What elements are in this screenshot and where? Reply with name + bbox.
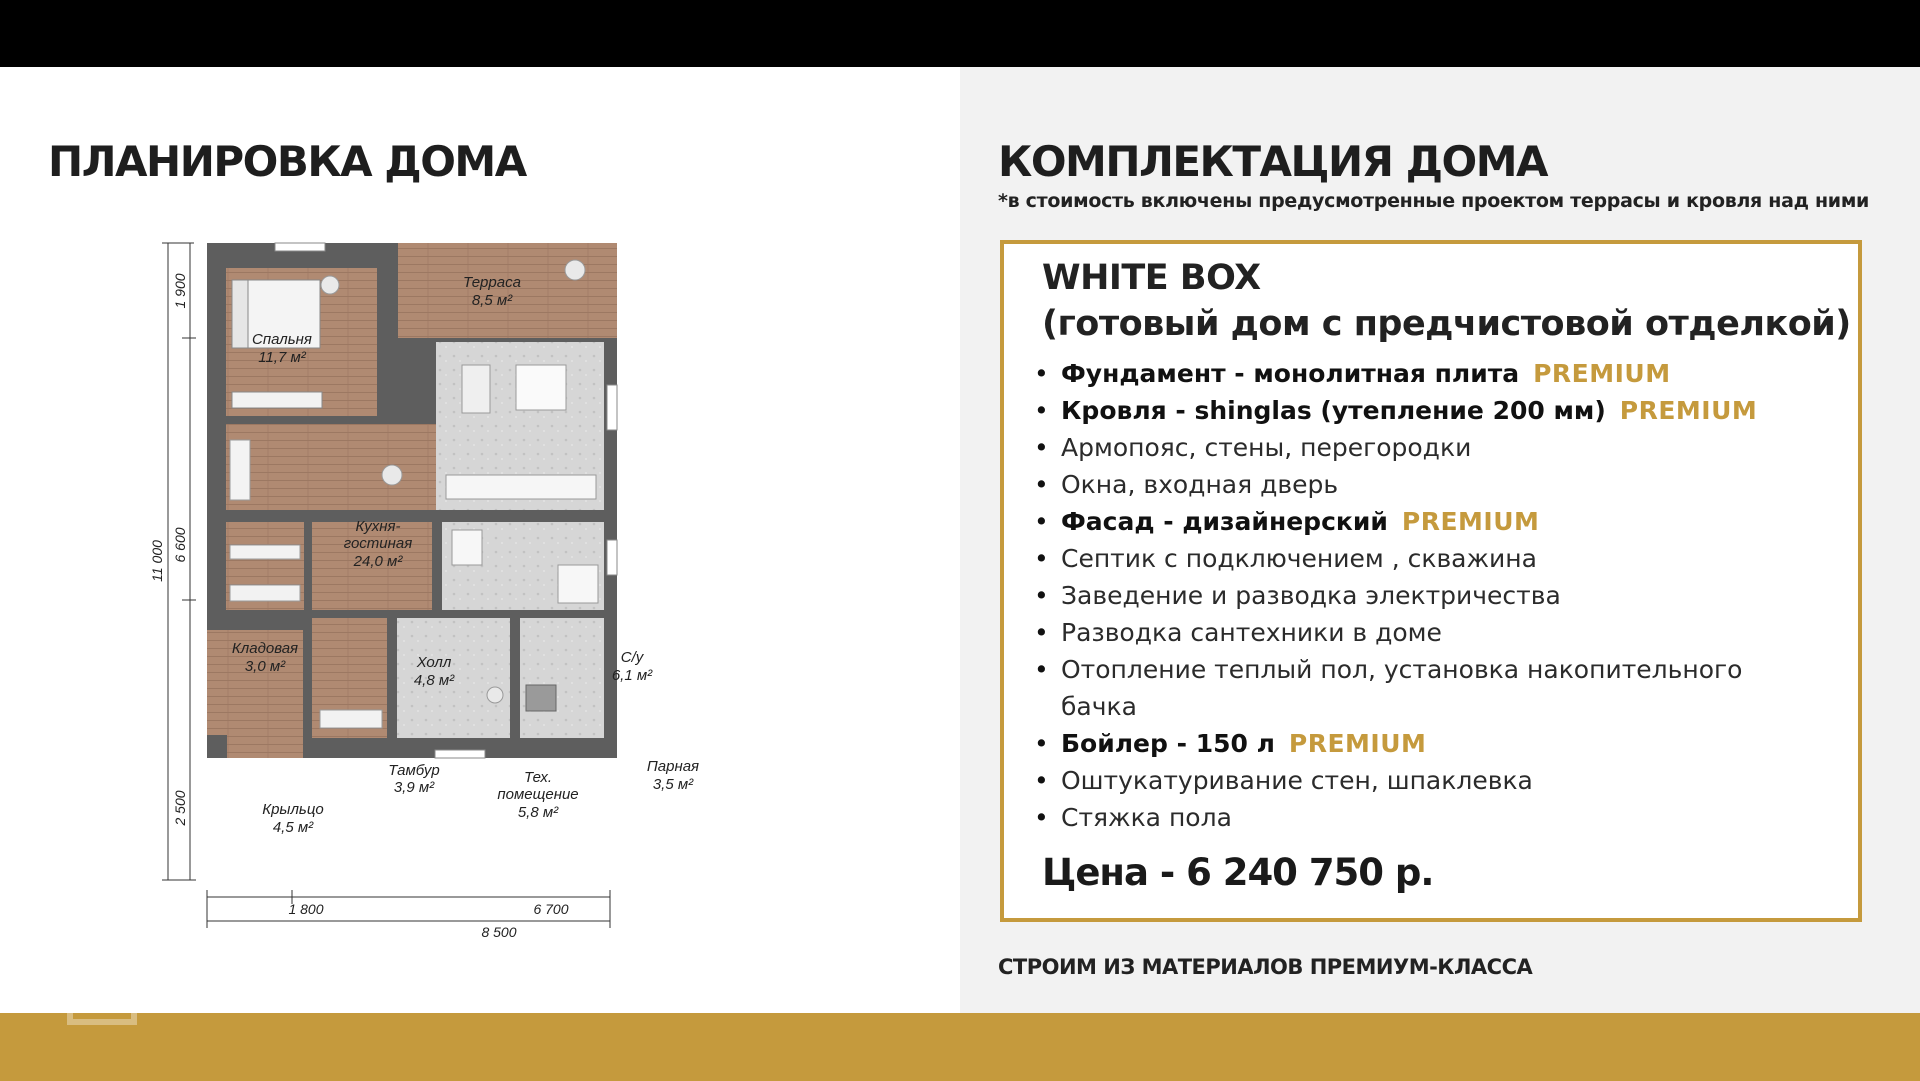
room-terrace-name: Терраса (463, 274, 521, 291)
feature-item (1032, 355, 1822, 392)
feature-text: Армопояс, стены, перегородки (1061, 433, 1472, 462)
feature-text: Фасад - дизайнерский (1061, 507, 1388, 536)
premium-badge: PREMIUM (1288, 729, 1427, 758)
dim-right-width: 6 700 (533, 901, 569, 917)
package-description: (готовый дом с предчистовой отделкой) (1042, 304, 1851, 344)
feature-item (1032, 614, 1822, 651)
top-bar (0, 0, 1920, 67)
feature-item (1032, 503, 1822, 540)
price-note: *в стоимость включены предусмотренные проектом террасы и кровля над ними (998, 190, 1870, 212)
premium-badge: PREMIUM (1619, 396, 1758, 425)
corridor-floor (226, 424, 436, 510)
dim-left-width: 1 800 (288, 901, 324, 917)
feature-item (1032, 466, 1822, 503)
porch-notch (207, 735, 227, 758)
price: Цена - 6 240 750 р. (1042, 851, 1434, 894)
feature-text: Септик с подключением , скважина (1061, 544, 1537, 573)
feature-text: Отопление теплый пол, установка накопительного бачка (1061, 655, 1743, 721)
room-kitchen-name-2: гостиная (343, 535, 413, 552)
dim-total-width: 8 500 (481, 924, 517, 940)
room-kitchen-name-1: Кухня- (355, 518, 401, 535)
room-porch-area: 4,5 м² (272, 819, 314, 836)
room-bedroom-area: 11,7 м² (258, 349, 306, 366)
room-vestibule-name: Тамбур (388, 762, 440, 779)
watermark-text: Домклик (154, 966, 352, 1017)
room-tech-area: 5,8 м² (517, 804, 559, 821)
room-tech-name-1: Тех. (523, 769, 553, 786)
feature-text: Заведение и разводка электричества (1061, 581, 1561, 610)
dim-total-height: 11 000 (149, 540, 165, 582)
room-sauna-name: Парная (646, 758, 700, 775)
room-bedroom-name: Спальня (252, 331, 312, 348)
feature-item (1032, 392, 1822, 429)
floor-plan (149, 225, 770, 960)
room-hall-name: Холл (416, 654, 452, 671)
feature-text: Кровля - shinglas (утепление 200 мм) (1061, 396, 1606, 425)
room-terrace-area: 8,5 м² (471, 292, 513, 309)
feature-item (1032, 577, 1822, 614)
plan-title: ПЛАНИРОВКА ДОМА (48, 137, 526, 186)
feature-text: Бойлер - 150 л (1061, 729, 1275, 758)
room-bathroom-name: С/у (620, 649, 644, 666)
room-vestibule-area: 3,9 м² (393, 779, 435, 796)
feature-text: Фундамент - монолитная плита (1061, 359, 1520, 388)
room-porch-name: Крыльцо (262, 801, 324, 818)
room-kitchen-area: 24,0 м² (353, 553, 403, 570)
spec-box (1000, 240, 1862, 922)
package-name: WHITE BOX (1042, 258, 1261, 298)
room-storage-name: Кладовая (231, 640, 299, 657)
dim-bottom: 2 500 (172, 790, 188, 826)
room-hall-area: 4,8 м² (413, 672, 455, 689)
house-logo-icon (62, 950, 142, 1030)
feature-item (1032, 725, 1822, 762)
feature-text: Оштукатуривание стен, шпаклевка (1061, 766, 1533, 795)
feature-item (1032, 799, 1822, 836)
feature-item (1032, 540, 1822, 577)
premium-badge: PREMIUM (1533, 359, 1671, 388)
feature-item (1032, 762, 1822, 799)
room-sauna-area: 3,5 м² (652, 776, 694, 793)
dim-middle: 6 600 (172, 527, 188, 563)
feature-item (1032, 651, 1822, 725)
room-tech-name-2: помещение (497, 786, 579, 803)
room-storage-area: 3,0 м² (244, 658, 286, 675)
feature-text: Окна, входная дверь (1061, 470, 1339, 499)
premium-badge: PREMIUM (1401, 507, 1540, 536)
room-bathroom-area: 6,1 м² (611, 667, 653, 684)
feature-list (1032, 355, 1822, 836)
feature-text: Стяжка пола (1061, 803, 1232, 832)
feature-item (1032, 429, 1822, 466)
feature-text: Разводка сантехники в доме (1061, 618, 1442, 647)
sauna-floor (520, 618, 604, 738)
spec-title: КОМПЛЕКТАЦИЯ ДОМА (998, 137, 1548, 186)
dim-top: 1 900 (172, 273, 188, 309)
watermark (62, 950, 422, 1030)
premium-materials-note: СТРОИМ ИЗ МАТЕРИАЛОВ ПРЕМИУМ-КЛАССА (998, 955, 1533, 979)
